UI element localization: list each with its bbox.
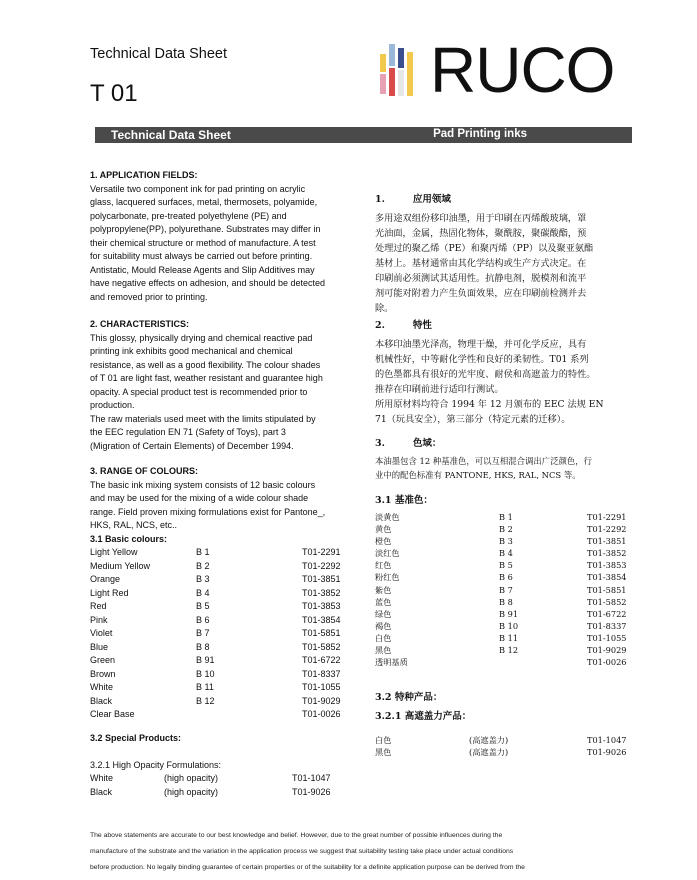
colour-code: B 4 [196, 587, 210, 598]
colour-ref: T01-2292 [302, 560, 341, 571]
colour-row [375, 584, 635, 596]
text-line: opacity. A special product test is recommended prior to [90, 386, 308, 397]
text-line: HKS, RAL, NCS, etc.. [90, 520, 178, 530]
en-s3-body [90, 479, 352, 533]
colour-name: 白色 [375, 632, 392, 643]
product-code: T 01 [90, 80, 138, 107]
bar-right-title: Pad Printing inks [433, 128, 527, 140]
colour-name: Pink [90, 614, 108, 625]
zh-s3-title: 色域： [412, 438, 442, 449]
text-line: range. Field proven mixing formulations exist for Pantone_, [90, 506, 326, 517]
doc-label: Technical Data Sheet [90, 46, 228, 62]
colour-ref: T01-3854 [302, 614, 341, 625]
text-line: their chemical structure or method of manufacture. A test [90, 237, 316, 248]
colour-row [90, 573, 352, 587]
colour-ref: T01-8337 [302, 668, 341, 679]
colour-row [375, 535, 635, 547]
colour-code: B 8 [499, 596, 513, 607]
colour-name: 绿色 [375, 608, 392, 619]
zh-s3-num: 3. [375, 438, 385, 449]
colour-row [375, 547, 635, 559]
zh-s32-title: 3.2 特种产品： [375, 692, 443, 703]
colour-ref: T01-3852 [302, 587, 341, 598]
zh-s1-title: 应用领域 [412, 194, 451, 205]
colour-name: 橙色 [375, 536, 392, 547]
colour-row [90, 614, 352, 628]
colour-row [90, 772, 352, 786]
text-line: the EEC regulation EN 71 (Safety of Toys), part 3 [90, 427, 286, 437]
text-line: for suitability must always be carried out before printing. [90, 251, 313, 261]
colour-name: Violet [90, 628, 113, 638]
zh-s3-body [375, 455, 635, 482]
logo-color-blocks [380, 44, 426, 100]
colour-ref: T01-8337 [587, 620, 627, 631]
colour-row [375, 746, 635, 758]
colour-code: (high opacity) [164, 786, 219, 797]
colour-name: 红色 [375, 560, 392, 571]
colour-name: Clear Base [90, 709, 135, 719]
colour-ref: T01-5851 [302, 628, 341, 638]
colour-ref: T01-3853 [302, 601, 341, 611]
colour-code: B 5 [499, 560, 513, 571]
colour-row [90, 786, 352, 800]
colour-code: B 3 [196, 574, 210, 584]
colour-row [90, 654, 352, 668]
text-line: 推荐在印刷前进行适印行测试。 [375, 384, 504, 395]
disclaimer-footer [90, 824, 635, 880]
footer-line: manufacture of the substrate and the variation in the application process we suggest that suitability testing take place under actual conditions [90, 848, 514, 856]
en-s2-title: 2. CHARACTERISTICS: [90, 319, 190, 329]
colour-code: B 10 [499, 620, 519, 631]
colour-name: Green [90, 655, 116, 665]
colour-code: (high opacity) [164, 773, 219, 783]
colour-ref: T01-1047 [292, 773, 331, 783]
colour-ref: T01-6722 [302, 655, 341, 665]
colour-ref: T01-1055 [587, 632, 627, 643]
colour-row [375, 596, 635, 608]
text-line: of T 01 are light fast, weather resistant and guarantee high [90, 373, 323, 383]
colour-name: 白色 [375, 735, 392, 745]
text-line: (Migration of Certain Elements) of December 1994. [90, 440, 294, 451]
colour-ref: T01-9029 [302, 695, 341, 706]
colour-ref: T01-2292 [587, 524, 627, 535]
text-line: The raw materials used meet with the limits stipulated by [90, 413, 316, 424]
colour-code: B 3 [499, 536, 513, 547]
colour-code: B 12 [196, 695, 215, 706]
colour-row [90, 600, 352, 614]
colour-code: B 91 [196, 655, 215, 665]
colour-code: B 4 [499, 548, 513, 559]
text-line: 机械性好，中等耐化学性和良好的柔韧性。T01 系列 [375, 354, 589, 365]
colour-row [375, 511, 635, 523]
colour-code: B 8 [196, 641, 210, 652]
colour-row [375, 559, 635, 571]
colour-row [375, 523, 635, 535]
text-line: production. [90, 400, 135, 410]
text-line: Antistatic, Mould Release Agents and Slip Additives may [90, 264, 315, 275]
en-s1-body [90, 183, 352, 305]
colour-name: Orange [90, 574, 121, 584]
colour-code: B 7 [196, 628, 210, 638]
zh-special-products [375, 690, 635, 758]
en-special-products [90, 732, 352, 799]
text-line: glass, lacquered surfaces, metal, thermosets, polyamide, [90, 197, 318, 207]
colour-ref: T01-6722 [587, 608, 627, 619]
colour-code: B 11 [196, 682, 214, 692]
colour-row [375, 632, 635, 644]
colour-code: B 5 [196, 601, 210, 611]
colour-ref: T01-3851 [302, 574, 341, 584]
colour-name: White [90, 773, 114, 783]
colour-ref: T01-9026 [587, 747, 627, 758]
text-line: 多用途双组份移印油墨，用于印刷在丙烯酸玻璃，罩 [375, 213, 587, 224]
colour-code: B 1 [196, 547, 210, 557]
colour-code: B 6 [499, 572, 513, 583]
colour-name: 黑色 [375, 747, 392, 758]
colour-name: Light Yellow [90, 547, 138, 557]
colour-row [90, 708, 352, 722]
ruco-logo [380, 34, 636, 106]
zh-s321-title: 3.2.1 高遮盖力产品： [375, 711, 472, 722]
en-special-table [90, 772, 352, 799]
zh-s2-body [375, 337, 635, 427]
zh-s2-num: 2. [375, 320, 385, 331]
colour-ref: T01-5851 [587, 584, 627, 595]
section-header-bar [95, 127, 632, 143]
colour-name: Black [90, 786, 113, 797]
footer-line: The above statements are accurate to our best knowledge and belief. However, due to the great number of possible influences during the [90, 831, 503, 839]
text-line: 的色墨都具有很好的光牢度、耐侯和高遮盖力的特性。 [375, 369, 596, 380]
colour-ref: T01-1047 [587, 735, 627, 745]
zh-s1-num: 1. [375, 194, 385, 205]
colour-code: (高遮盖力) [469, 735, 509, 745]
colour-ref: T01-2291 [302, 547, 341, 557]
colour-name: 紫色 [375, 584, 392, 595]
colour-ref: T01-2291 [587, 512, 627, 522]
colour-row [375, 608, 635, 620]
colour-ref: T01-3851 [587, 536, 627, 547]
colour-code: (高遮盖力) [469, 747, 509, 758]
en-colour-table [90, 546, 352, 722]
colour-ref: T01-1055 [302, 682, 341, 692]
logo-wordmark: RUCO [430, 34, 615, 106]
colour-row [90, 695, 352, 709]
colour-name: 蓝色 [375, 596, 392, 607]
zh-s1-body [375, 211, 635, 316]
text-line: 本油墨包含 12 种基准色，可以互相混合调出广泛颜色，行 [375, 456, 592, 466]
text-line: 基材上。基材通常由其化学结构或生产方式决定。在 [375, 258, 587, 269]
colour-ref: T01-0026 [302, 709, 341, 719]
colour-ref: T01-3854 [587, 572, 627, 583]
zh-basic-colours [375, 493, 635, 668]
text-line: 所用原材料均符合 1994 年 12 月颁布的 EEC 法规 EN [375, 399, 604, 410]
text-line: and may be used for the mixing of a wide colour shade [90, 493, 309, 503]
colour-name: Medium Yellow [90, 560, 151, 571]
colour-name: 粉红色 [375, 572, 400, 583]
text-line: and removed prior to printing. [90, 291, 208, 302]
colour-ref: T01-5852 [587, 596, 627, 607]
colour-name: Red [90, 601, 107, 611]
text-line: polypropylene(PP), polyurethane. Substrates may differ in [90, 224, 321, 234]
colour-name: 褐色 [375, 620, 392, 631]
en-s1-title: 1. APPLICATION FIELDS: [90, 170, 198, 180]
zh-s31-title: 3.1 基准色： [375, 495, 433, 506]
colour-ref: T01-3852 [587, 548, 627, 559]
text-line: 除。 [375, 303, 394, 314]
en-characteristics [90, 318, 352, 453]
colour-name: 淡黄色 [375, 512, 400, 522]
colour-ref: T01-3853 [587, 560, 627, 571]
colour-row [90, 546, 352, 560]
footer-line: before production. No legally binding guarantee of certain properties or of the suitability for a definite application purpose can be derived from the [90, 864, 525, 872]
text-line: 印刷前必须测试其适用性。抗静电剂，脱模剂和流平 [375, 273, 587, 284]
colour-code: B 11 [499, 632, 519, 643]
text-line: Versatile two component ink for pad printing on acrylic [90, 183, 306, 194]
colour-row [375, 620, 635, 632]
colour-row [375, 644, 635, 656]
colour-row [90, 627, 352, 641]
colour-row [90, 560, 352, 574]
colour-ref: T01-0026 [587, 657, 627, 668]
colour-name: White [90, 682, 114, 692]
colour-code: B 7 [499, 584, 513, 595]
en-s3-title: 3. RANGE OF COLOURS: [90, 466, 199, 476]
colour-name: Light Red [90, 587, 129, 598]
colour-code: B 12 [499, 645, 519, 656]
colour-row [375, 656, 635, 668]
colour-row [90, 641, 352, 655]
colour-name: Black [90, 695, 113, 706]
colour-code: B 2 [499, 524, 513, 535]
colour-name: 透明基质 [375, 657, 408, 668]
colour-code: B 2 [196, 560, 210, 571]
colour-name: 淡红色 [375, 548, 400, 559]
text-line: printing ink exhibits good mechanical and chemical [90, 346, 293, 356]
colour-name: Brown [90, 668, 116, 679]
zh-characteristics [375, 318, 635, 427]
colour-row [90, 668, 352, 682]
text-line: 业中的配色标准有 PANTONE, HKS, RAL, NCS 等。 [375, 469, 581, 480]
text-line: 本移印油墨光泽高，物理干燥，并可化学反应，具有 [375, 339, 587, 350]
colour-name: 黄色 [375, 524, 392, 535]
zh-colour-table [375, 511, 635, 668]
zh-s2-title: 特性 [412, 320, 432, 331]
colour-ref: T01-9029 [587, 645, 627, 656]
colour-name: 黑色 [375, 645, 392, 656]
colour-code: B 91 [499, 608, 519, 619]
text-line: resistance, as well as a good flexibility. The colour shades [90, 359, 321, 370]
en-s2-body [90, 332, 352, 454]
colour-row [375, 734, 635, 746]
en-range-of-colours [90, 465, 352, 722]
colour-ref: T01-9026 [292, 786, 331, 797]
colour-code: B 1 [499, 512, 513, 522]
text-line: This glossy, physically drying and chemical reactive pad [90, 332, 313, 343]
colour-row [90, 587, 352, 601]
text-line: 处理过的聚乙烯（PE）和聚丙烯（PP）以及聚亚氨酯 [375, 243, 594, 254]
zh-special-table [375, 734, 635, 758]
text-line: 光油面，金属，热固化物体，聚酰胺，聚碳酸酯，预 [375, 228, 587, 239]
en-s321-title: 3.2.1 High Opacity Formulations: [90, 759, 222, 770]
colour-name: Blue [90, 641, 109, 652]
text-line: The basic ink mixing system consists of 12 basic colours [90, 479, 316, 490]
colour-row [375, 571, 635, 583]
en-application-fields [90, 169, 352, 304]
colour-code: B 6 [196, 614, 210, 625]
text-line: polycarbonate, pre-treated polyethylene (PE) and [90, 210, 287, 221]
text-line: have negative effects on adhesion, and should be detected [90, 278, 326, 288]
colour-ref: T01-5852 [302, 641, 341, 652]
colour-code: B 10 [196, 668, 215, 679]
bar-left-title: Technical Data Sheet [111, 128, 231, 142]
en-s32-title: 3.2 Special Products: [90, 733, 182, 743]
zh-application-fields [375, 192, 635, 316]
en-s31-title: 3.1 Basic colours: [90, 533, 168, 544]
text-line: 剂可能对附着力产生负面效果，应在印刷前检测并去 [375, 288, 587, 299]
text-line: 71（玩具安全），第三部分（特定元素的迁移）。 [375, 414, 571, 425]
zh-range-of-colours [375, 436, 635, 482]
colour-row [90, 681, 352, 695]
